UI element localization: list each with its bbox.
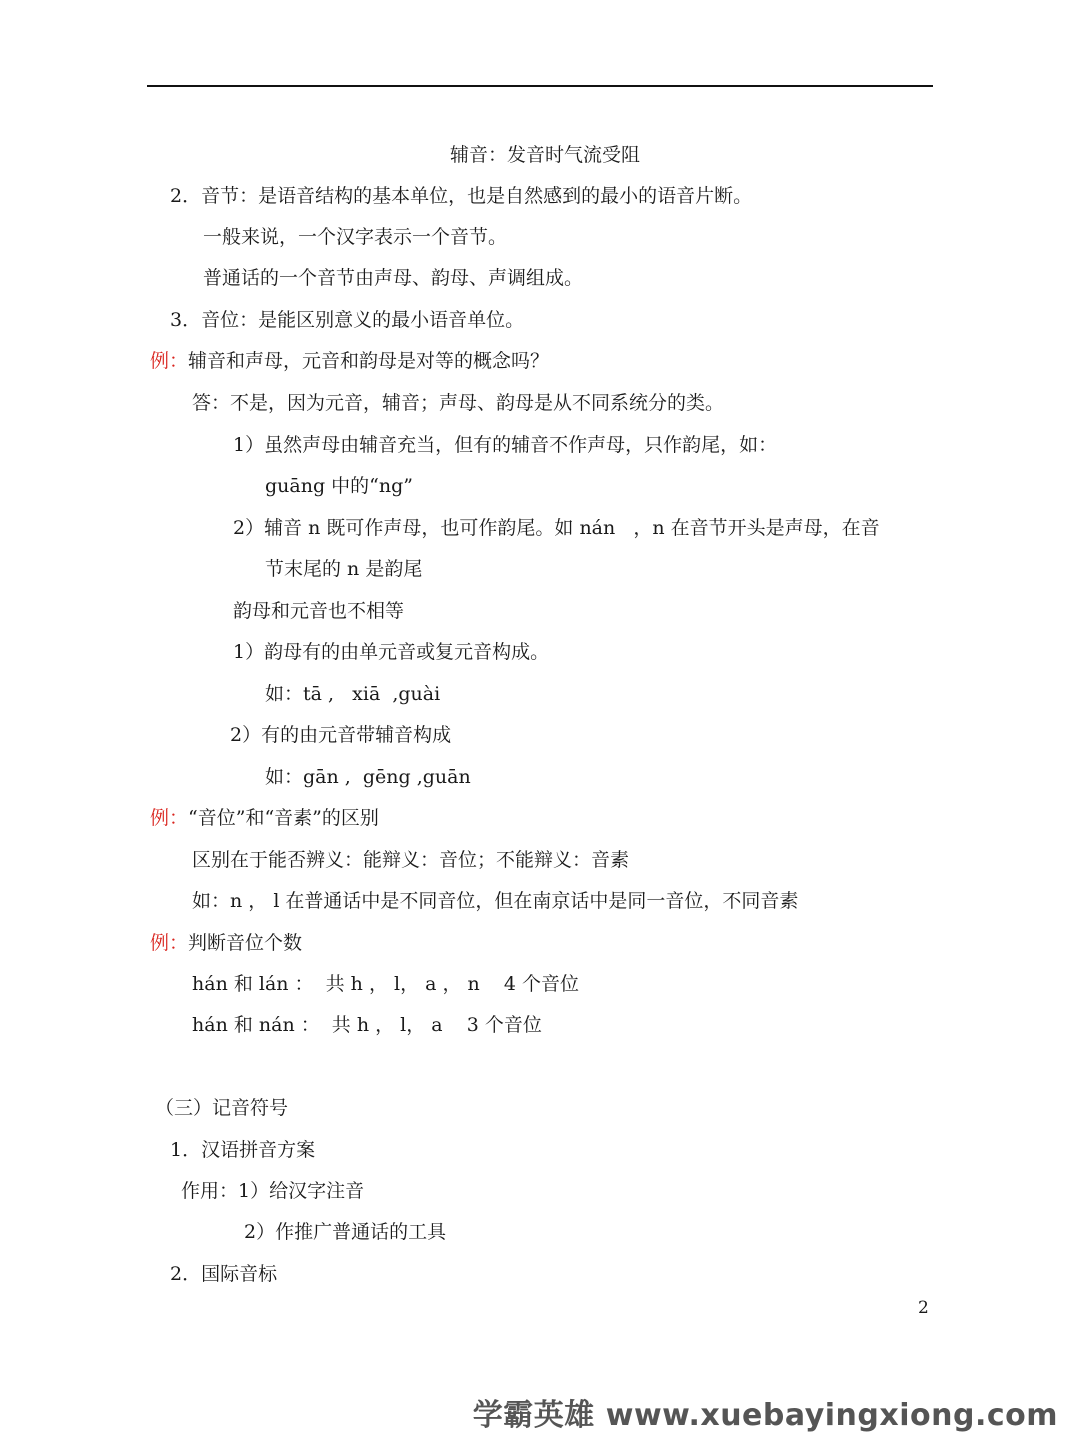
answer-3-line-2: hán 和 nán ： 共 h ， l， a 3 个音位 xyxy=(192,1014,542,1036)
example-3-question: 判断音位个数 xyxy=(188,932,303,954)
syllable-composition: 普通话的一个音节由声母、韵母、声调组成。 xyxy=(203,267,584,289)
answer-point-2-cont: 节末尾的 n 是韵尾 xyxy=(265,558,423,580)
page-number: 2 xyxy=(918,1298,929,1318)
example-2-question: “音位”和“音素”的区别 xyxy=(188,807,379,829)
example-3 xyxy=(150,930,302,956)
pinyin-use-1: 作用：1）给汉字注音 xyxy=(181,1180,365,1202)
example-label: 例： xyxy=(150,932,189,954)
syllable-definition: 2．音节：是语音结构的基本单位，也是自然感到的最小的语音片断。 xyxy=(170,185,753,207)
answer-2-example: 如：n ， l 在普通话中是不同音位，但在南京话中是同一音位，不同音素 xyxy=(192,890,799,912)
section-heading-3: （三）记音符号 xyxy=(155,1097,289,1119)
example-label: 例： xyxy=(150,350,189,372)
final-point-2: 2）有的由元音带辅音构成 xyxy=(230,724,452,746)
consonant-definition: 辅音：发音时气流受阻 xyxy=(450,144,641,166)
example-1-question: 辅音和声母，元音和韵母是对等的概念吗？ xyxy=(188,350,550,372)
answer-point-2: 2）辅音 n 既可作声母，也可作韵尾。如 nán ，n 在音节开头是声母，在音 xyxy=(233,517,880,539)
final-point-1-example: 如：tā , xiā ,guài xyxy=(265,683,441,705)
syllable-note: 一般来说，一个汉字表示一个音节。 xyxy=(203,226,508,248)
pinyin-use-2: 2）作推广普通话的工具 xyxy=(244,1221,447,1243)
final-point-2-example: 如：gān , gēng ,guān xyxy=(265,766,471,788)
final-vowel-note: 韵母和元音也不相等 xyxy=(233,600,405,622)
answer-1: 答：不是，因为元音，辅音；声母、韵母是从不同系统分的类。 xyxy=(192,392,725,414)
example-label: 例： xyxy=(150,807,189,829)
header-rule xyxy=(147,85,933,87)
answer-2: 区别在于能否辨义：能辩义：音位；不能辩义：音素 xyxy=(192,849,630,871)
example-1 xyxy=(150,348,549,374)
final-point-1: 1）韵母有的由单元音或复元音构成。 xyxy=(233,641,550,663)
answer-point-1-example: guāng 中的“ng” xyxy=(265,475,413,497)
example-2 xyxy=(150,805,379,831)
phoneme-definition: 3．音位：是能区别意义的最小语音单位。 xyxy=(170,309,525,331)
answer-3-line-1: hán 和 lán ： 共 h ， l， a ， n 4 个音位 xyxy=(192,973,580,995)
pinyin-scheme: 1．汉语拼音方案 xyxy=(170,1139,316,1161)
site-watermark: 学霸英雄 www.xuebayingxiong.com xyxy=(472,1398,1058,1433)
ipa-heading: 2．国际音标 xyxy=(170,1263,278,1285)
answer-point-1: 1）虽然声母由辅音充当，但有的辅音不作声母，只作韵尾，如： xyxy=(233,434,778,456)
